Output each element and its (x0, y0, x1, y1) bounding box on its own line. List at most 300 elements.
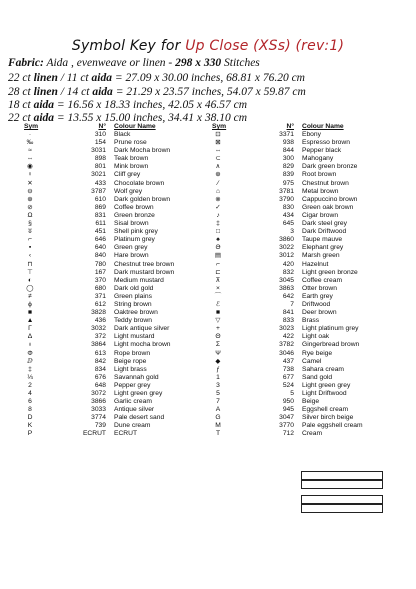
color-number: 841 (282, 309, 294, 317)
size-count: 18 ct (8, 99, 34, 111)
symbol-glyph: 5 (216, 390, 220, 397)
table-row (212, 252, 392, 260)
symbol-glyph: Φ (27, 349, 33, 357)
table-header (24, 123, 194, 131)
color-name: Coffee brown (114, 203, 154, 211)
color-number: 842 (94, 357, 106, 365)
color-name: Root brown (302, 171, 337, 179)
size-line (8, 86, 306, 99)
color-name: Mink brown (114, 163, 149, 171)
symbol-glyph: 2 (28, 381, 32, 389)
size-count: 28 ct (8, 86, 34, 98)
color-number: 3045 (279, 276, 294, 284)
color-number: ECRUT (82, 430, 106, 438)
color-name: Sand gold (302, 373, 333, 381)
symbol-table-left (24, 123, 194, 439)
color-number: 3032 (91, 325, 106, 333)
table-row (24, 309, 194, 317)
symbol-glyph: ■ (215, 309, 221, 317)
color-number: 712 (282, 430, 294, 438)
color-number: 801 (94, 163, 106, 171)
color-number: 3033 (91, 406, 106, 414)
color-name: Otter brown (302, 284, 337, 292)
color-name: Light platinum grey (302, 325, 359, 333)
symbol-glyph: 3 (216, 381, 220, 389)
color-name: Pale desert sand (114, 414, 165, 422)
color-name: Prune rose (114, 139, 147, 147)
color-number: 648 (94, 381, 106, 389)
size-line (8, 72, 305, 85)
color-number: 3790 (279, 195, 294, 203)
color-number: 950 (282, 398, 294, 406)
color-name: Cream (302, 430, 323, 438)
color-name: Platinum grey (114, 236, 155, 244)
color-name: ECRUT (114, 430, 138, 438)
color-number: 451 (94, 228, 106, 236)
color-name: Rope brown (114, 349, 151, 357)
symbol-glyph: ⇔ (26, 155, 34, 163)
table-row (212, 430, 392, 438)
color-name: Mahogany (302, 155, 334, 163)
symbol-glyph: 7 (216, 398, 220, 406)
color-name: Beige rope (114, 357, 147, 365)
table-row (212, 382, 392, 390)
size-dims: = 27.09 x 30.00 inches, 68.81 x 76.20 cm (111, 72, 305, 84)
color-number: 300 (282, 155, 294, 163)
symbol-glyph: ◉ (27, 163, 33, 171)
color-name: Pale eggshell cream (302, 422, 363, 430)
color-name: Beige (302, 398, 320, 406)
symbol-glyph: ▽ (215, 317, 221, 325)
size-fabric2: aida (92, 86, 113, 98)
color-name: Light mustard (114, 333, 155, 341)
color-name: Antique silver (114, 406, 155, 414)
symbol-glyph: ♪ (216, 211, 220, 219)
color-name: Camel (302, 357, 322, 365)
color-name: Rye beige (302, 349, 333, 357)
table-row (212, 180, 392, 188)
color-number: 3022 (279, 244, 294, 252)
color-number: 739 (94, 422, 106, 430)
table-row (24, 406, 194, 414)
symbol-glyph: ∧ (215, 163, 221, 171)
color-name: Green grey (114, 244, 148, 252)
color-number: 437 (282, 357, 294, 365)
table-row (24, 285, 194, 293)
color-number: 310 (94, 131, 106, 138)
color-number: 154 (94, 139, 106, 147)
color-number: 840 (94, 252, 106, 260)
table-row (212, 422, 392, 430)
color-number: 839 (282, 171, 294, 179)
color-number: 7 (290, 300, 294, 308)
size-line (8, 99, 247, 112)
table-row (24, 333, 194, 341)
symbol-glyph: ✓ (215, 203, 221, 211)
symbol-glyph: ‰ (26, 139, 34, 147)
color-number: 3770 (279, 422, 294, 430)
symbol-glyph: ▪ (28, 244, 32, 252)
color-number: 611 (95, 220, 106, 228)
symbol-glyph: ‡ (216, 220, 220, 228)
color-name: Dark green bronze (302, 163, 358, 171)
table-row (24, 422, 194, 430)
color-number: 371 (94, 292, 106, 300)
color-number: 3866 (91, 398, 106, 406)
color-number: 680 (94, 284, 106, 292)
symbol-glyph: ‡ (28, 365, 32, 373)
color-name: Dune cream (114, 422, 151, 430)
color-name: Deer brown (302, 309, 337, 317)
table-row (24, 147, 194, 155)
color-name: Cigar brown (302, 211, 339, 219)
color-name: Brass (302, 317, 320, 325)
symbol-glyph: ♠ (216, 236, 220, 244)
table-row (212, 414, 392, 422)
color-number: 832 (282, 268, 294, 276)
color-number: 831 (94, 211, 106, 219)
table-row (24, 325, 194, 333)
table-row (24, 163, 194, 171)
size-sep: / 11 ct (57, 72, 92, 84)
table-row (24, 171, 194, 179)
color-name: Dark golden brown (114, 195, 171, 203)
table-row (212, 155, 392, 163)
symbol-glyph: ◐ (27, 276, 33, 284)
color-number: 869 (94, 203, 106, 211)
color-name: Hare brown (114, 252, 149, 260)
symbol-glyph: G (215, 414, 221, 422)
color-name: Savannah gold (114, 373, 159, 381)
symbol-glyph: ⊠ (215, 139, 221, 147)
table-row (24, 293, 194, 301)
table-row (24, 390, 194, 398)
table-row (24, 341, 194, 349)
color-name: Elephant grey (302, 244, 344, 252)
header-number: N° (286, 123, 294, 130)
symbol-glyph: ʬ (28, 228, 32, 236)
color-number: 3047 (279, 414, 294, 422)
size-fabric: linen (33, 72, 58, 84)
symbol-glyph: ⊕ (27, 195, 33, 203)
table-row (24, 261, 194, 269)
symbol-glyph: M (215, 422, 221, 430)
symbol-glyph: Ψ (215, 349, 221, 357)
size-sep: / 14 ct (57, 86, 93, 98)
color-name: Light green grey (302, 381, 351, 389)
symbol-glyph: ℰ (215, 300, 221, 308)
symbol-glyph: D (27, 414, 33, 422)
table-row (212, 261, 392, 269)
color-number: 613 (94, 349, 106, 357)
color-number: 975 (282, 179, 294, 187)
color-number: 945 (282, 406, 294, 414)
highlight-box (301, 471, 383, 481)
color-number: 3023 (279, 325, 294, 333)
color-number: 3781 (279, 187, 294, 195)
table-row (212, 277, 392, 285)
symbol-glyph: Ω (27, 211, 33, 219)
symbol-glyph: ■ (27, 309, 33, 317)
symbol-glyph: ≈ (28, 147, 32, 155)
fabric-desc: Aida , evenweave or linen - (43, 57, 176, 69)
color-name: Driftwood (302, 300, 331, 308)
size-dims: = 13.55 x 15.00 inches, 34.41 x 38.10 cm (54, 112, 248, 124)
color-number: 829 (282, 163, 294, 171)
symbol-glyph: ⅓ (27, 373, 33, 381)
symbol-glyph: ◯ (26, 284, 34, 292)
symbol-glyph: ∕ (217, 179, 219, 187)
color-name: Pepper black (302, 147, 342, 155)
table-row (24, 398, 194, 406)
color-number: 833 (282, 317, 294, 325)
size-fabric2: aida (33, 99, 55, 111)
table-row (24, 358, 194, 366)
table-row (24, 139, 194, 147)
color-number: 436 (94, 317, 106, 325)
symbol-glyph: ⌒ (214, 292, 222, 300)
color-number: 3072 (91, 390, 106, 397)
table-row (24, 131, 194, 139)
color-number: 372 (94, 333, 106, 341)
symbol-glyph: □ (215, 228, 221, 236)
header-sym: Sym (212, 123, 227, 130)
table-row (24, 204, 194, 212)
table-row (24, 317, 194, 325)
symbol-glyph: ⇔ (214, 147, 222, 155)
header-colour-name: Colour Name (114, 123, 156, 130)
symbol-glyph: ⌂ (215, 187, 221, 195)
table-row (24, 277, 194, 285)
table-row (212, 301, 392, 309)
color-name: Dark steel grey (302, 220, 347, 228)
table-row (212, 374, 392, 382)
table-row (212, 147, 392, 155)
color-name: Light mocha brown (114, 341, 171, 349)
color-number: 420 (282, 260, 294, 268)
symbol-glyph: ⌐ (216, 260, 220, 268)
page-title (0, 38, 416, 54)
table-row (212, 285, 392, 293)
color-name: Ebony (302, 131, 321, 138)
table-row (212, 350, 392, 358)
color-number: 5 (290, 390, 294, 397)
color-name: Cliff grey (114, 171, 141, 179)
title-pattern-name: Up Close (XSs) (rev:1) (185, 38, 345, 54)
symbol-glyph: Γ (28, 325, 32, 333)
stitch-suffix: Stitches (221, 57, 260, 69)
table-row (24, 188, 194, 196)
color-number: 3860 (279, 236, 294, 244)
symbol-glyph: P (27, 430, 33, 438)
symbol-glyph: ▤ (214, 252, 222, 260)
table-row (212, 163, 392, 171)
color-name: Shell pink grey (114, 228, 158, 236)
symbol-glyph: ▲ (26, 317, 34, 325)
size-count: 22 ct (8, 112, 34, 124)
color-number: 433 (94, 179, 106, 187)
color-name: Marsh green (302, 252, 340, 260)
color-number: 422 (282, 333, 294, 341)
color-name: Green oak brown (302, 203, 354, 211)
highlight-box (301, 479, 383, 489)
color-name: Green bronze (114, 211, 155, 219)
table-row (212, 317, 392, 325)
symbol-glyph: 1 (216, 373, 220, 381)
table-row (24, 196, 194, 204)
color-name: Pepper grey (114, 381, 151, 389)
color-name: Dark mustard brown (114, 268, 175, 276)
table-row (212, 236, 392, 244)
color-number: 3774 (91, 414, 106, 422)
color-number: 645 (282, 220, 294, 228)
color-number: 370 (94, 276, 106, 284)
color-name: Black (114, 131, 131, 138)
table-row (212, 244, 392, 252)
color-number: 3371 (279, 131, 294, 138)
table-row (212, 139, 392, 147)
color-number: 780 (94, 260, 106, 268)
symbol-glyph: ⅅ (27, 357, 33, 365)
table-row (24, 244, 194, 252)
color-number: 3012 (279, 252, 294, 260)
symbol-glyph: ⊘ (27, 203, 33, 211)
table-row (212, 212, 392, 220)
symbol-glyph: T (215, 430, 221, 438)
color-number: 830 (282, 203, 294, 211)
table-row (24, 180, 194, 188)
symbol-glyph: ⊤ (27, 268, 33, 276)
size-count: 22 ct (8, 72, 34, 84)
color-name: Chestnut brown (302, 179, 349, 187)
color-name: Cappuccino brown (302, 195, 358, 203)
size-dims: = 16.56 x 18.33 inches, 42.05 x 46.57 cm (54, 99, 248, 111)
symbol-glyph: A (215, 406, 221, 414)
table-row (212, 358, 392, 366)
table-row (212, 341, 392, 349)
color-name: Gingerbread brown (302, 341, 360, 349)
color-number: 612 (94, 300, 106, 308)
color-name: Hazelnut (302, 260, 329, 268)
symbol-glyph: ◆ (215, 357, 221, 365)
title-prefix: Symbol Key for (71, 38, 181, 54)
color-name: Chestnut tree brown (114, 260, 175, 268)
color-name: Earth grey (302, 292, 333, 300)
symbol-glyph: Σ (215, 341, 221, 349)
color-number: 3782 (279, 341, 294, 349)
table-row (24, 414, 194, 422)
size-dims: = 21.29 x 23.57 inches, 54.07 x 59.87 cm (112, 86, 306, 98)
color-name: Light Driftwood (302, 390, 347, 397)
color-name: Chocolate brown (114, 179, 165, 187)
symbol-glyph: ‹ (28, 252, 32, 260)
table-row (212, 309, 392, 317)
symbol-glyph: 4 (28, 390, 32, 397)
color-name: Sahara cream (302, 365, 345, 373)
table-row (212, 398, 392, 406)
color-number: 3863 (279, 284, 294, 292)
color-number: 3787 (91, 187, 106, 195)
symbol-glyph: ⊏ (215, 268, 221, 276)
color-name: Dark Mocha brown (114, 147, 171, 155)
color-name: Light green bronze (302, 268, 358, 276)
color-name: Light oak (302, 333, 330, 341)
table-row (24, 430, 194, 438)
header-colour-name: Colour Name (302, 123, 344, 130)
color-name: Dark Driftwood (302, 228, 347, 236)
color-name: Teddy brown (114, 317, 152, 325)
symbol-glyph: 8 (28, 406, 32, 414)
symbol-table-right (212, 123, 392, 439)
table-row (24, 374, 194, 382)
symbol-glyph: × (216, 284, 220, 292)
color-name: Garlic cream (114, 398, 152, 406)
color-number: 434 (282, 211, 294, 219)
table-row (24, 220, 194, 228)
symbol-glyph: ƒ (216, 365, 220, 373)
color-name: Taupe mauve (302, 236, 343, 244)
color-number: 834 (94, 365, 106, 373)
table-row (212, 390, 392, 398)
table-row (24, 350, 194, 358)
symbol-glyph: Δ (27, 333, 33, 341)
color-number: 640 (94, 244, 106, 252)
symbol-glyph: Θ (215, 333, 221, 341)
table-row (212, 196, 392, 204)
table-row (24, 155, 194, 163)
color-name: Teak brown (114, 155, 149, 163)
color-number: 3031 (91, 147, 106, 155)
symbol-glyph: ≠ (28, 292, 32, 300)
header-number: N° (98, 123, 106, 130)
highlight-box (301, 495, 383, 505)
table-row (212, 228, 392, 236)
fabric-line (8, 57, 260, 70)
color-number: 3828 (91, 309, 106, 317)
symbol-glyph: ⊓ (27, 260, 33, 268)
table-row (24, 236, 194, 244)
table-row (24, 382, 194, 390)
color-number: 938 (282, 139, 294, 147)
color-number: 898 (94, 155, 106, 163)
symbol-glyph: ⊡ (215, 131, 221, 138)
fabric-label: Fabric: (8, 57, 44, 69)
table-row (212, 131, 392, 139)
table-row (24, 252, 194, 260)
color-name: Metal brown (302, 187, 339, 195)
color-number: 646 (94, 236, 106, 244)
symbol-glyph: 6 (28, 398, 32, 406)
symbol-glyph: ♀ (27, 171, 33, 179)
color-number: 3864 (91, 341, 106, 349)
symbol-glyph: ⊖ (27, 187, 33, 195)
color-name: Medium mustard (114, 276, 164, 284)
color-name: Coffee cream (302, 276, 343, 284)
color-name: Eggshell cream (302, 406, 349, 414)
color-name: Dark old gold (114, 284, 154, 292)
color-name: Dark antique silver (114, 325, 170, 333)
table-header (212, 123, 392, 131)
symbol-glyph: ✕ (27, 179, 33, 187)
table-row (212, 171, 392, 179)
color-name: Green plains (114, 292, 152, 300)
size-fabric2: aida (91, 72, 112, 84)
table-row (212, 366, 392, 374)
table-row (24, 301, 194, 309)
color-name: Light green grey (114, 390, 163, 397)
table-row (212, 204, 392, 212)
color-name: Wolf grey (114, 187, 143, 195)
